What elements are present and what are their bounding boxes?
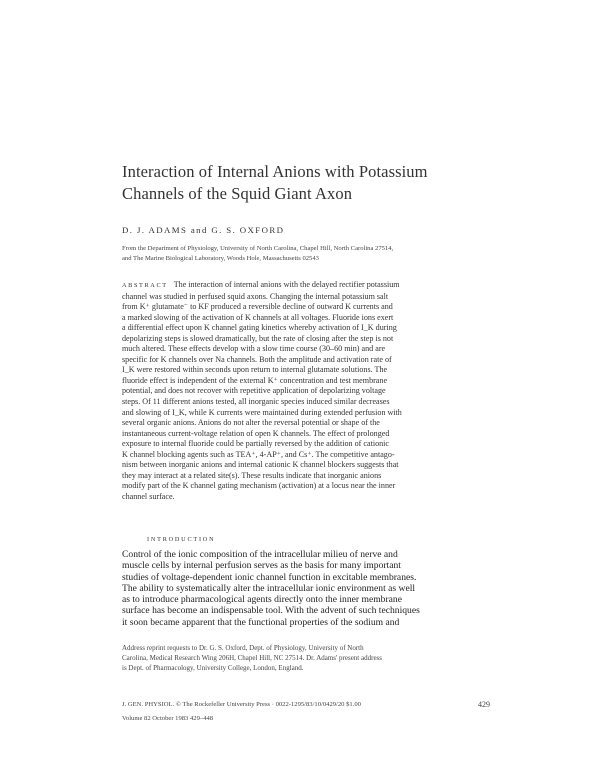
- abstract-line: a differential effect upon K channel gating kinetics whereby activation of I_K during: [122, 323, 397, 333]
- abstract-line: I_K were restored within seconds upon return to internal glutamate solutions. The: [122, 365, 388, 375]
- reprint-line-1: Address reprint requests to Dr. G. S. Oxford, Dept. of Physiology, University of North: [122, 644, 364, 652]
- body-line: Control of the ionic composition of the intracellular milieu of nerve and: [122, 549, 398, 560]
- abstract-line: channel surface.: [122, 491, 175, 501]
- page-number: 429: [478, 700, 490, 709]
- section-heading-introduction: INTRODUCTION: [147, 536, 216, 543]
- article-title: [122, 161, 522, 205]
- abstract-line: from K⁺ glutamate⁻ to KF produced a reversible decline of outward K currents and: [122, 302, 393, 312]
- body-line: The ability to systematically alter the intracellular ionic environment as well: [122, 582, 416, 594]
- reprint-note: [122, 643, 502, 673]
- title-line-1: Interaction of Internal Anions with Potassium: [122, 162, 428, 181]
- abstract-line: and slowing of I_K, while K currents were maintained during extended perfusion with: [122, 407, 402, 417]
- abstract-line: K channel blocking agents such as TEA⁺, 4-AP⁺, and Cs⁺. The competitive antago-: [122, 449, 395, 459]
- abstract-line: depolarizing steps is slowed dramatically, but the rate of closing after the step is not: [122, 333, 394, 343]
- abstract: [122, 280, 489, 502]
- abstract-line: steps. Of 11 different anions tested, all inorganic species induced similar decreases: [122, 397, 390, 407]
- abstract-text: The interaction of internal anions with the delayed rectifier potassium: [173, 280, 400, 289]
- abstract-line: much altered. These effects develop with a slow time course (30–60 min) and are: [122, 344, 386, 354]
- reprint-line-3: is Dept. of Pharmacology, University College, London, England.: [122, 664, 304, 672]
- body-line: studies of voltage-dependent ionic channel function in excitable membranes.: [122, 571, 417, 583]
- body-line: surface has become an indispensable tool. With the advent of such techniques: [122, 605, 420, 617]
- volume-info: Volume 82 October 1983 429–448: [122, 715, 214, 722]
- abstract-line: they may interact at a related site(s). These results indicate that inorganic anions: [122, 470, 382, 480]
- abstract-line: specific for K channels over Na channels. Both the amplitude and activation rate of: [122, 354, 392, 364]
- affiliation-line-1: From the Department of Physiology, University of North Carolina, Chapel Hill, North Carolina 27514,: [122, 245, 394, 252]
- abstract-line: potential, and does not recover with repetitive application of depolarizing voltage: [122, 386, 386, 396]
- abstract-line: exposure to internal fluoride could be partially reversed by the addition of cationic: [122, 439, 390, 449]
- abstract-label: ABSTRACT: [122, 282, 168, 289]
- abstract-line: instantaneous current-voltage relation of open K channels. The effect of prolonged: [122, 428, 390, 438]
- body-line: it soon became apparent that the functional properties of the sodium and: [122, 616, 400, 628]
- title-line-2: Channels of the Squid Giant Axon: [122, 184, 353, 203]
- body-line: as to introduce pharmacological agents directly onto the inner membrane: [122, 594, 402, 606]
- abstract-line: channel was studied in perfused squid axons. Changing the internal potassium salt: [122, 291, 389, 301]
- abstract-line: nism between inorganic anions and internal cationic K channel blockers suggests that: [122, 460, 399, 470]
- abstract-line: fluoride effect is independent of the external K⁺ concentration and test membrane: [122, 375, 388, 385]
- reprint-line-2: Carolina, Medical Research Wing 206H, Chapel Hill, NC 27514. Dr. Adams' present address: [122, 654, 382, 662]
- abstract-line: [122, 280, 489, 292]
- abstract-line: several organic anions. Anions do not alter the reversal potential or shape of the: [122, 418, 380, 428]
- body-line: muscle cells by internal perfusion serves as the basis for many important: [122, 560, 401, 572]
- affiliation-line-2: and The Marine Biological Laboratory, Woods Hole, Massachusetts 02543: [122, 255, 319, 262]
- journal-citation: J. GEN. PHYSIOL. © The Rockefeller University Press · 0022-1295/83/10/0429/20 $1.00: [122, 701, 361, 708]
- affiliation: [122, 244, 502, 264]
- abstract-line: a marked slowing of the activation of K channels at all voltages. Fluoride ions exert: [122, 312, 394, 322]
- authors: D. J. ADAMS and G. S. OXFORD: [122, 225, 285, 235]
- abstract-line: modify part of the K channel gating mechanism (activation) at a locus near the inner: [122, 481, 396, 491]
- introduction-text: [122, 549, 498, 628]
